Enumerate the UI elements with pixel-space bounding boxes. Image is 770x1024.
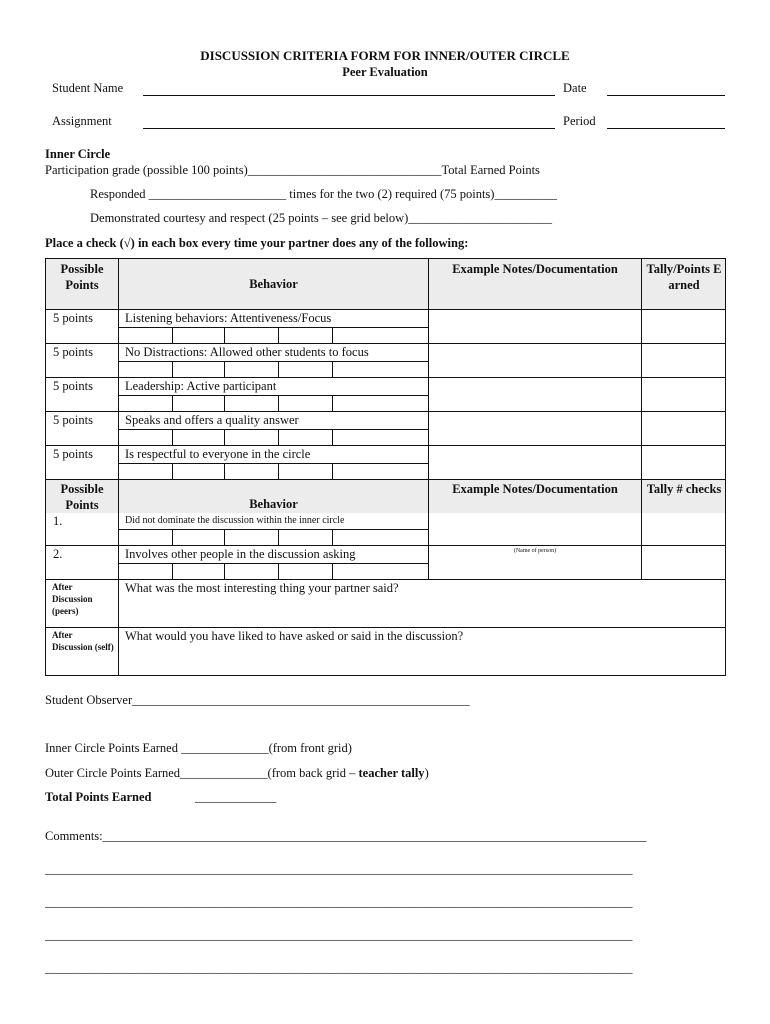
t2-head-points: Possible Points <box>60 482 104 512</box>
participation-line: Participation grade (possible 100 points)_______________________________Total Earned Points <box>45 163 540 177</box>
t1-row1-behavior: Listening behaviors: Attentiveness/Focus <box>125 311 332 325</box>
date-label: Date <box>563 81 587 95</box>
t1-row4-points: 5 points <box>53 413 93 427</box>
t1-row2-behavior: No Distractions: Allowed other students to focus <box>125 345 369 359</box>
inner-points-earned-line: Inner Circle Points Earned ______________(from front grid) <box>45 741 352 755</box>
teacher-tally-text: teacher tally <box>358 766 425 780</box>
assignment-label: Assignment <box>52 114 112 128</box>
t2-row2-points: 2. <box>53 547 63 561</box>
t2-head-behavior: Behavior <box>249 497 298 511</box>
t1-head-tally: Tally/Points Earned <box>646 262 722 292</box>
comments-blank-4: ______________________________________________________________________________________________ <box>45 961 633 975</box>
assignment-field[interactable] <box>143 128 555 129</box>
comments-blank-3: ______________________________________________________________________________________________ <box>45 928 633 942</box>
outer-points-earned-line <box>45 766 429 781</box>
t2-row1-points: 1. <box>53 514 63 528</box>
t1-row3-behavior: Leadership: Active participant <box>125 379 277 393</box>
student-name-field[interactable] <box>143 95 555 96</box>
check-instruction: Place a check (√) in each box every time your partner does any of the following: <box>45 236 469 250</box>
courtesy-line: Demonstrated courtesy and respect (25 points – see grid below)_______________________ <box>90 211 553 225</box>
student-observer-line: Student Observer______________________________________________________ <box>45 693 470 707</box>
period-field[interactable] <box>607 128 725 129</box>
outer-points-close: ) <box>424 766 429 780</box>
t1-head-behavior: Behavior <box>249 277 298 291</box>
t1-row4-behavior: Speaks and offers a quality answer <box>125 413 299 427</box>
t1-head-notes: Example Notes/Documentation <box>452 262 618 276</box>
t2-row1-behavior: Did not dominate the discussion within the inner circle <box>125 515 345 526</box>
total-points-label: Total Points Earned <box>45 790 152 804</box>
t2-row2-behavior: Involves other people in the discussion asking <box>125 547 356 561</box>
t1-head-points: Possible Points <box>60 262 104 292</box>
comments-blank-2: ______________________________________________________________________________________________ <box>45 895 633 909</box>
inner-circle-heading: Inner Circle <box>45 147 111 161</box>
name-of-person-note: (Name of person) <box>513 548 557 554</box>
t1-row1-points: 5 points <box>53 311 93 325</box>
after-self-label: After Discussion (self) <box>52 630 114 652</box>
student-name-label: Student Name <box>52 81 124 95</box>
after-self-question: What would you have liked to have asked or said in the discussion? <box>125 629 464 643</box>
date-field[interactable] <box>607 95 725 96</box>
t1-row5-points: 5 points <box>53 447 93 461</box>
responded-line: Responded ______________________ times for the two (2) required (75 points)__________ <box>90 187 557 201</box>
page-subtitle: Peer Evaluation <box>342 65 428 79</box>
outer-points-text: Outer Circle Points Earned______________(from back grid – <box>45 766 359 780</box>
after-peers-label: After Discussion (peers) <box>52 582 93 616</box>
total-points-line: _____________ <box>195 790 277 804</box>
t1-row5-behavior: Is respectful to everyone in the circle <box>125 447 311 461</box>
comments-line: Comments:_______________________________________________________________________________________ <box>45 829 647 843</box>
after-peers-question: What was the most interesting thing your partner said? <box>125 581 399 595</box>
t2-head-tally: Tally # checks <box>646 482 722 496</box>
period-label: Period <box>563 114 596 128</box>
page-title: DISCUSSION CRITERIA FORM FOR INNER/OUTER CIRCLE <box>200 48 570 63</box>
comments-blank-1: ______________________________________________________________________________________________ <box>45 862 633 876</box>
t1-row3-points: 5 points <box>53 379 93 393</box>
t2-head-notes: Example Notes/Documentation <box>452 482 618 496</box>
t1-row2-points: 5 points <box>53 345 93 359</box>
